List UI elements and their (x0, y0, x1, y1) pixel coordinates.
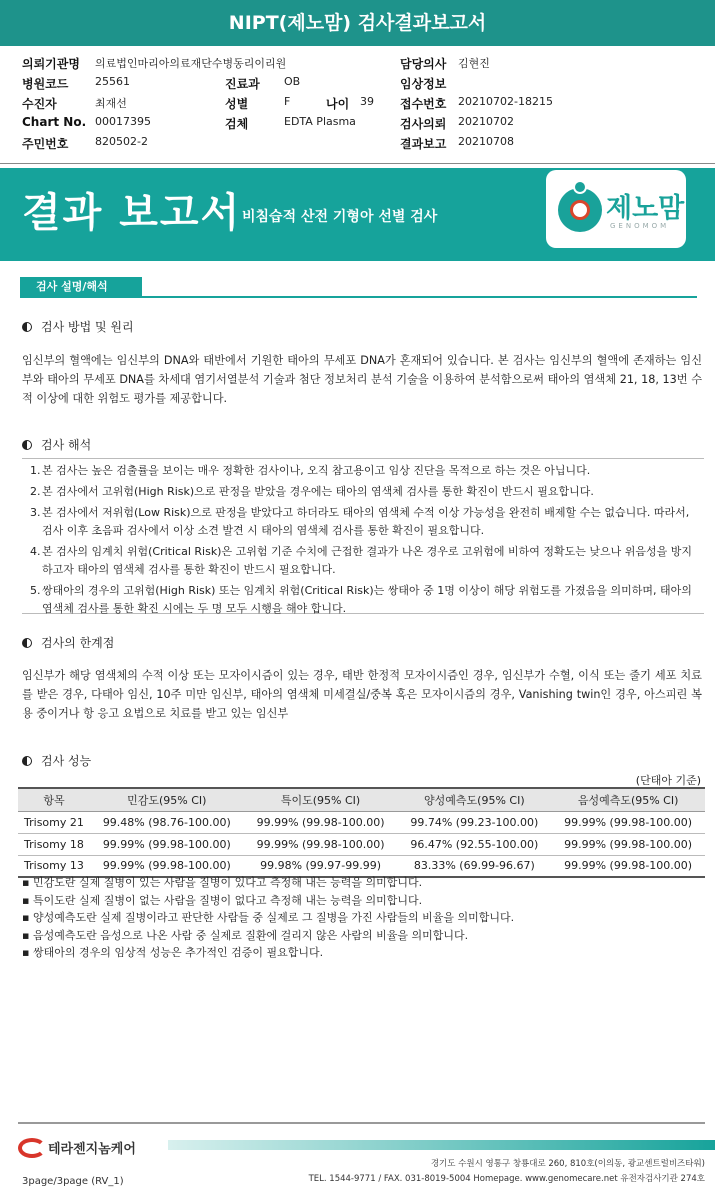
item-number: 1. (30, 464, 41, 477)
table-cell: 99.99% (99.98-100.00) (90, 833, 244, 855)
method-heading: 검사 방법 및 원리 (22, 318, 134, 335)
column-header: 민감도(95% CI) (90, 788, 244, 811)
section-divider (20, 296, 697, 298)
specimen-value: EDTA Plasma (284, 115, 356, 128)
resident-no-label: 주민번호 (22, 137, 69, 151)
result-banner (0, 168, 715, 261)
clinical-info-label: 임상정보 (400, 77, 447, 91)
performance-heading: 검사 성능 (22, 752, 91, 769)
table-row (18, 833, 705, 855)
institution-label: 의뢰기관명 (22, 57, 80, 71)
hospital-code-value: 25561 (95, 75, 130, 88)
company-mark-icon (18, 1138, 46, 1158)
item-text: 본 검사는 높은 검출률을 보이는 매우 정확한 검사이나, 오직 참고용이고 임상 진단을 목적으로 하는 것은 아닙니다. (42, 464, 591, 477)
interpretation-item (22, 543, 702, 579)
table-cell: 99.99% (99.98-100.00) (244, 811, 398, 833)
note-item: ▪ 특이도란 실제 질병이 없는 사람을 질병이 없다고 측정해 내는 능력을 의미합니다. (22, 892, 514, 910)
interpretation-item (22, 504, 702, 540)
interpretation-item (22, 462, 702, 480)
patient-info (0, 46, 715, 164)
table-cell: Trisomy 21 (18, 811, 90, 833)
report-title: NIPT(제노맘) 검사결과보고서 (0, 0, 715, 46)
table-cell: Trisomy 18 (18, 833, 90, 855)
company-name: 테라젠지놈케어 (48, 1142, 136, 1157)
genomom-logo (546, 170, 686, 248)
footer-gradient-bar (168, 1140, 715, 1150)
sex-label: 성별 (225, 97, 249, 111)
table-cell: 99.99% (99.98-100.00) (244, 833, 398, 855)
chart-no-value: 00017395 (95, 115, 151, 128)
interpretation-item (22, 483, 702, 501)
half-circle-icon (22, 638, 32, 648)
table-cell: 99.99% (99.98-100.00) (90, 855, 244, 877)
request-date-value: 20210702 (458, 115, 514, 128)
specimen-label: 검체 (225, 117, 249, 131)
half-circle-icon (22, 322, 32, 332)
table-cell: 99.74% (99.23-100.00) (397, 811, 551, 833)
receipt-no-label: 접수번호 (400, 97, 447, 111)
item-text: 본 검사의 임계치 위험(Critical Risk)은 고위험 기준 수치에 근접한 결과가 나온 경우로 고위험에 비하여 정확도는 낮으나 위음성을 방지하고자 태아의 염색체 검사를 통한 확진이 반드시 필요합니다. (42, 545, 692, 576)
performance-notes (22, 874, 514, 962)
footer-divider (18, 1122, 705, 1124)
table-cell: 99.48% (98.76-100.00) (90, 811, 244, 833)
item-number: 4. (30, 545, 41, 558)
item-text: 본 검사에서 고위험(High Risk)으로 판정을 받았을 경우에는 태아의 염색체 검사를 통한 확진이 반드시 필요합니다. (42, 485, 594, 498)
interpretation-item (22, 582, 702, 618)
limitations-text: 임신부가 해당 염색체의 수적 이상 또는 모자이시즘이 있는 경우, 태반 한정적 모자이시즘인 경우, 임신부가 수혈, 이식 또는 줄기 세포 치료를 받은 경우, 다태아 임신, 10주 미만 임신부, 태아의 염색체 미세결실/중복 혹은 모자이시즘의 경우, Vanishing twin인 경우, 아스피린 복용 중이거나 항 응고 요법으로 치료를 받고 있는 임신부 (22, 669, 702, 720)
logo-subtext: GENOMOM (610, 222, 670, 230)
table-cell: 99.99% (99.98-100.00) (551, 833, 705, 855)
company-address (309, 1157, 705, 1187)
institution-value: 의료법인마리아의료재단수병동리이리원 (95, 57, 287, 70)
logo-text: 제노맘 (606, 193, 685, 224)
doctor-value: 김현진 (458, 57, 490, 70)
item-number: 2. (30, 485, 41, 498)
item-number: 5. (30, 584, 41, 597)
age-label: 나이 (326, 97, 350, 111)
resident-no-value: 820502-2 (95, 135, 148, 148)
hospital-code-label: 병원코드 (22, 77, 69, 91)
column-header: 음성예측도(95% CI) (551, 788, 705, 811)
column-header: 양성예측도(95% CI) (397, 788, 551, 811)
item-text: 본 검사에서 저위험(Low Risk)으로 판정을 받았다고 하더라도 태아의 염색체 수적 이상 가능성을 완전히 배제할 수는 없습니다. 따라서, 검사 이후 초음파 검사에서 이상 소견 발견 시 태아의 염색체 검사를 통한 확진이 필요합니다. (42, 506, 690, 537)
table-cell: 99.99% (99.98-100.00) (551, 811, 705, 833)
banner-title: 결과 보고서 (22, 190, 242, 236)
receipt-no-value: 20210702-18215 (458, 95, 553, 108)
address-line: 경기도 수원시 영통구 창룡대로 260, 810호(이의동, 광교센트럴비즈타워) (430, 1159, 705, 1169)
contact-line: TEL. 1544-9771 / FAX. 031-8019-5004 Homepage. www.genomecare.net 유전자검사기관 274호 (308, 1174, 705, 1184)
department-label: 진료과 (225, 77, 260, 91)
section-tab: 검사 설명/해석 (20, 277, 142, 297)
column-header: 항목 (18, 788, 90, 811)
recipient-label: 수진자 (22, 97, 57, 111)
interpretation-list (22, 460, 702, 618)
request-date-label: 검사의뢰 (400, 117, 447, 131)
interpretation-heading: 검사 해석 (22, 436, 91, 453)
recipient-value: 최재선 (95, 97, 127, 110)
limitations-heading: 검사의 한계점 (22, 634, 114, 651)
department-value: OB (284, 75, 301, 88)
half-circle-icon (22, 756, 32, 766)
performance-table (18, 787, 705, 878)
table-cell: 99.98% (99.97-99.99) (244, 855, 398, 877)
chart-no-label: Chart No. (22, 115, 87, 129)
table-cell: 96.47% (92.55-100.00) (397, 833, 551, 855)
sex-value: F (284, 95, 291, 108)
table-cell: 83.33% (69.99-96.67) (397, 855, 551, 877)
note-item: ▪ 양성예측도란 실제 질병이라고 판단한 사람들 중 실제로 그 질병을 가진 사람들의 비율을 의미합니다. (22, 909, 514, 927)
page-number: 3page/3page (RV_1) (22, 1176, 124, 1187)
half-circle-icon (22, 440, 32, 450)
table-row (18, 811, 705, 833)
banner-subtitle: 비침습적 산전 기형아 선별 검사 (242, 209, 438, 225)
table-cell: 99.99% (99.98-100.00) (551, 855, 705, 877)
doctor-label: 담당의사 (400, 57, 447, 71)
age-value: 39 (360, 95, 374, 108)
method-text: 임신부의 혈액에는 임신부의 DNA와 태반에서 기원한 태아의 무세포 DNA가 혼재되어 있습니다. 본 검사는 임신부의 혈액에 존재하는 임신부와 태아의 무세포 DNA를 차세대 염기서열분석 기술과 첨단 정보처리 분석 기술을 이용하여 분석함으로써 태아의 염색체 21, 18, 13번 수적 이상에 대한 위험도 평가를 제공합니다. (22, 354, 702, 405)
unit-note: (단태아 기준) (635, 774, 701, 787)
item-text: 쌍태아의 경우의 고위험(High Risk) 또는 임계치 위험(Critical Risk)는 쌍태아 중 1명 이상이 해당 위험도를 가졌음을 의미하며, 태아의 염색체 검사를 통한 확진 시에는 두 명 모두 시행을 해야 합니다. (42, 584, 692, 615)
genomom-mark-icon (558, 188, 602, 232)
column-header: 특이도(95% CI) (244, 788, 398, 811)
note-item: ▪ 민감도란 실제 질병이 있는 사람을 질병이 있다고 측정해 내는 능력을 의미합니다. (22, 874, 514, 892)
item-number: 3. (30, 506, 41, 519)
report-date-label: 결과보고 (400, 137, 447, 151)
report-date-value: 20210708 (458, 135, 514, 148)
table-cell: Trisomy 13 (18, 855, 90, 877)
note-item: ▪ 쌍태아의 경우의 임상적 성능은 추가적인 검증이 필요합니다. (22, 944, 514, 962)
note-item: ▪ 음성예측도란 음성으로 나온 사람 중 실제로 질환에 걸리지 않은 사람의 비율을 의미합니다. (22, 927, 514, 945)
